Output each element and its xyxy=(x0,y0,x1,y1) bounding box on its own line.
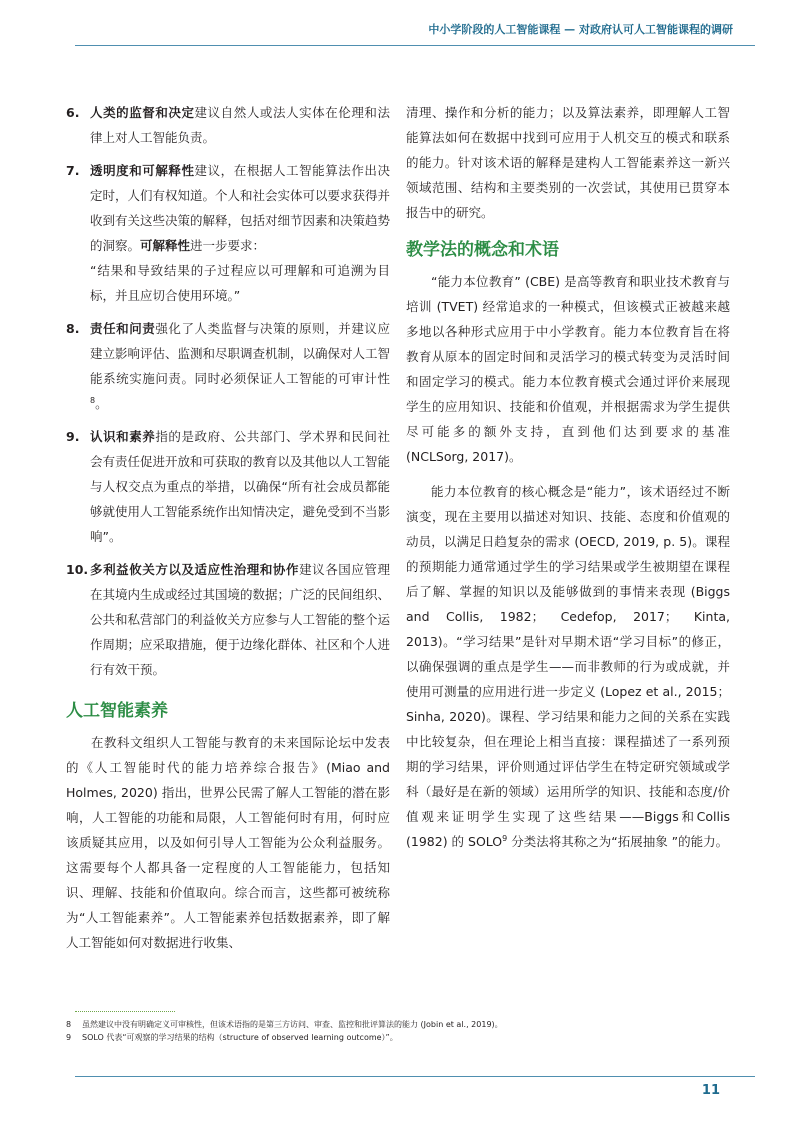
ai-literacy-paragraph: 在教科文组织人工智能与教育的未来国际论坛中发表的《人工智能时代的能力培养综合报告》(Miao and Holmes, 2020) 指出，世界公民需了解人工智能的潜在影响，人工智能的功能和局限，人工智能何时有用，何时应该质疑其应用，以及如何引导人工智能为公众利益服务。这需要每个人都具备一定程度的人工智能能力，包括知识、理解、技能和价值取向。综合而言，这些都可被统称为“人工智能素养”。人工智能素养包括数据素养，即了解人工智能如何对数据进行收集、 xyxy=(66,735,390,950)
principle-item-7 xyxy=(66,158,390,308)
left-column xyxy=(66,100,390,955)
item-text: 建议，在根据人工智能算法作出决定时，人们有权知道。个人和社会实体可以要求获得并收到有关这些决策的解释，包括对细节因素和决策趋势的洞察。 xyxy=(90,163,391,253)
footnote-number: 9 xyxy=(66,1033,72,1042)
item-text: 建议各国应管理在其境内生成或经过其国境的数据；广泛的民间组织、公共和私营部门的利益攸关方应参与人工智能的整个运作周期；应采取措施，便于边缘化群体、社区和个人进行有效干预。 xyxy=(90,562,391,677)
item-text-after: 。 xyxy=(95,396,108,411)
item-text: 强化了人类监督与决策的原则，并建议应建立影响评估、监测和尽职调查机制，以确保对人工智能系统实施问责。同时必须保证人工智能的可审计性 xyxy=(90,321,391,386)
running-header: 中小学阶段的人工智能课程 — 对政府认可人工智能课程的调研 xyxy=(428,23,733,36)
competency-text-end: 分类法将其称之为“拓展抽象 ”的能力。 xyxy=(507,834,729,849)
item-text: 指的是政府、公共部门、学术界和民间社会有责任促进开放和可获取的教育以及其他以人工智能与人权交点为重点的举措，以确保“所有社会成员都能够就使用人工智能系统作出知情决定，避免受到不当影响”。 xyxy=(90,429,391,544)
item-term: 人类的监督和决定 xyxy=(90,105,195,120)
section-heading-ai-literacy: 人工智能素养 xyxy=(66,701,168,721)
principle-item-10 xyxy=(66,557,390,682)
footnote-ref: 8 xyxy=(90,395,96,405)
item-term: 透明度和可解释性 xyxy=(90,163,195,178)
principle-item-8 xyxy=(66,316,390,416)
item-number: 8. xyxy=(66,321,80,336)
footnote-separator xyxy=(75,1011,175,1012)
footnote-8 xyxy=(66,1018,746,1031)
item-number: 10. xyxy=(66,562,89,577)
principle-item-9 xyxy=(66,424,390,549)
item-term: 认识和素养 xyxy=(90,429,156,444)
competency-paragraph xyxy=(406,479,730,854)
footnote-number: 8 xyxy=(66,1020,72,1029)
item-term: 多利益攸关方以及适应性治理和协作 xyxy=(90,562,300,577)
item-number: 9. xyxy=(66,429,80,444)
header-rule xyxy=(75,45,755,46)
principle-item-6 xyxy=(66,100,390,150)
footnotes xyxy=(66,1018,746,1044)
section-heading-pedagogy: 教学法的概念和术语 xyxy=(406,240,559,260)
footnote-text: 虽然建议中没有明确定义可审核性，但该术语指的是第三方访问、审查、监控和批评算法的能力 (Jobin et al., 2019)。 xyxy=(82,1020,503,1029)
continued-paragraph: 清理、操作和分析的能力；以及算法素养，即理解人工智能算法如何在数据中找到可应用于人机交互的模式和联系的能力。针对该术语的解释是建构人工智能素养这一新兴领域范围、结构和主要类别的一次尝试，其使用已贯穿本报告中的研究。 xyxy=(406,105,730,220)
item-text: 建议自然人或法人实体在伦理和法律上对人工智能负责。 xyxy=(90,105,390,145)
inline-term: 可解释性 xyxy=(140,238,191,253)
cbe-paragraph: “能力本位教育” (CBE) 是高等教育和职业技术教育与培训 (TVET) 经常追求的一种模式，但该模式正被越来越多地以各种形式应用于中小学教育。能力本位教育旨在将教育从原本的固定时间和灵活学习的模式转变为灵活时间和固定学习的模式。能力本位教育模式会通过评价来展现学生的应用知识、技能和价值观，并根据需求为学生提供尽可能多的额外支持，直到他们达到要求的基准 (NCLSorg, 2017)。 xyxy=(406,274,730,464)
item-number: 7. xyxy=(66,163,80,178)
item-quote: “结果和导致结果的子过程应以可理解和可追溯为目标，并且应切合使用环境。” xyxy=(90,263,390,303)
competency-text: 能力本位教育的核心概念是“能力”，该术语经过不断演变，现在主要用以描述对知识、技能、态度和价值观的动员，以满足日趋复杂的需求 (OECD, 2019, p. 5)。课程的预期能力通常通过学生的学习结果或学生被期望在课程后了解、掌握的知识以及能够做到的事情来表现 (Biggs and Collis, 1982； Cedefop, 2017； Kinta, 2013)。“学习结果”是针对早期术语“学习目标”的修正，以确保强调的重点是学生——而非教师的行为或成就，并使用可测量的应用进行进一步定义 (Lopez et al., 2015； Sinha, 2020)。课程、学习结果和能力之间的关系在实践中比较复杂，但在理论上相当直接：课程描述了一系列预期的学习结果，评价则通过评估学生在特定研究领域或学科（最好是在新的领域）运用所学的知识、技能和态度/价值观来证明学生实现了这些结果——Biggs和Collis (1982) 的 SOLO xyxy=(406,484,730,849)
footnote-ref: 9 xyxy=(502,833,508,843)
footnote-text: SOLO 代表“可观察的学习结果的结构（structure of observed learning outcome）”。 xyxy=(82,1033,398,1042)
right-column xyxy=(406,100,730,854)
page-number: 11 xyxy=(701,1083,720,1098)
footer-rule xyxy=(75,1076,755,1077)
item-number: 6. xyxy=(66,105,80,120)
footnote-9 xyxy=(66,1031,746,1044)
item-term: 责任和问责 xyxy=(90,321,156,336)
item-text-after: 进一步要求： xyxy=(190,238,266,253)
